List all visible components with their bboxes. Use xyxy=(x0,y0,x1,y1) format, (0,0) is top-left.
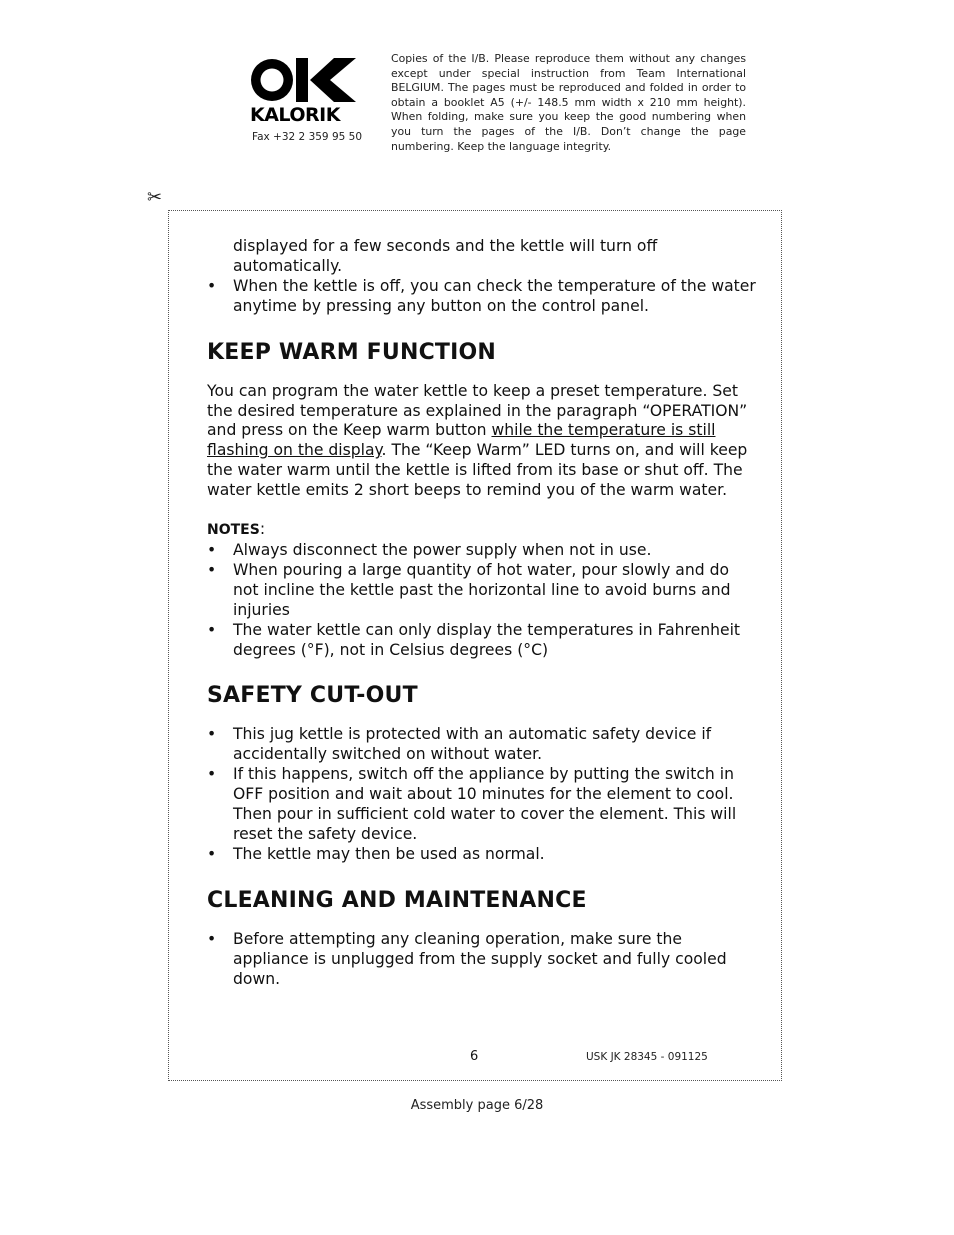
safety-heading: SAFETY CUT-OUT xyxy=(207,683,418,709)
bullet-icon: • xyxy=(207,725,217,744)
cleaning-heading: CLEANING AND MAINTENANCE xyxy=(207,887,587,913)
bullet-icon: • xyxy=(207,844,217,863)
cleaning-list xyxy=(207,930,757,990)
safety-list xyxy=(207,725,757,864)
keep-warm-heading: KEEP WARM FUNCTION xyxy=(207,339,497,365)
reproduction-note: Copies of the I/B. Please reproduce them without any changes except under special instruction from Team International BELGIUM. The pages must be reproduced and folded in order to obtain a booklet A5 (+/- 148.5 mm width x 210 mm height). When folding, make sure you keep the good numbering when you turn the pages of the I/B. Don’t change the page numbering. Keep the language integrity. xyxy=(391,52,746,153)
notes-title: NOTES: xyxy=(207,520,266,539)
list-item: • The kettle may then be used as normal. xyxy=(207,844,545,863)
document-code: USK JK 28345 - 091125 xyxy=(586,1051,708,1063)
list-item: • Before attempting any cleaning operation, make sure the appliance is unplugged from the supply socket and fully cooled down. xyxy=(207,929,727,988)
notes-list xyxy=(207,541,757,660)
list-item: displayed for a few seconds and the kettle will turn off automatically. xyxy=(233,237,658,275)
bullet-icon: • xyxy=(207,560,217,579)
fax-number: Fax +32 2 359 95 50 xyxy=(252,131,363,143)
bullet-icon: • xyxy=(207,929,217,948)
list-item: • When the kettle is off, you can check the temperature of the water anytime by pressing any button on the control panel. xyxy=(207,276,756,315)
keep-warm-paragraph: You can program the water kettle to keep a preset temperature. Set the desired temperature as explained in the paragraph “OPERATION” and press on the Keep warm button while the temperature is still flashing on the display. The “Keep Warm” LED turns on, and will keep the water warm until the kettle is lifted from its base or shut off. The water kettle emits 2 short beeps to remind you of the warm water. xyxy=(207,381,748,500)
logo-wordmark: KALORIK xyxy=(250,104,340,126)
intro-list xyxy=(207,237,757,317)
bullet-icon: • xyxy=(207,620,217,639)
scissors-icon: ✂ xyxy=(147,187,163,208)
bullet-icon: • xyxy=(207,765,217,784)
bullet-icon: • xyxy=(207,276,217,295)
kalorik-k-emblem-icon xyxy=(250,56,358,104)
kalorik-logo xyxy=(250,56,358,126)
bullet-icon: • xyxy=(207,540,217,559)
list-item: • This jug kettle is protected with an automatic safety device if accidentally switched on without water. xyxy=(207,725,712,764)
list-item: • When pouring a large quantity of hot water, pour slowly and do not incline the kettle past the horizontal line to avoid burns and injuries xyxy=(207,560,731,619)
list-item: • If this happens, switch off the appliance by putting the switch in OFF position and wait about 10 minutes for the element to cool. Then pour in sufficient cold water to cover the element. This will reset the safety device. xyxy=(207,765,737,843)
assembly-page-label: Assembly page 6/28 xyxy=(410,1098,544,1113)
page-number: 6 xyxy=(470,1049,479,1064)
page-content xyxy=(207,237,757,989)
underlined-text: while the temperature is still flashing on the display xyxy=(207,421,716,460)
list-item: • Always disconnect the power supply when not in use. xyxy=(207,540,652,559)
list-item: • The water kettle can only display the temperatures in Fahrenheit degrees (°F), not in Celsius degrees (°C) xyxy=(207,620,741,659)
